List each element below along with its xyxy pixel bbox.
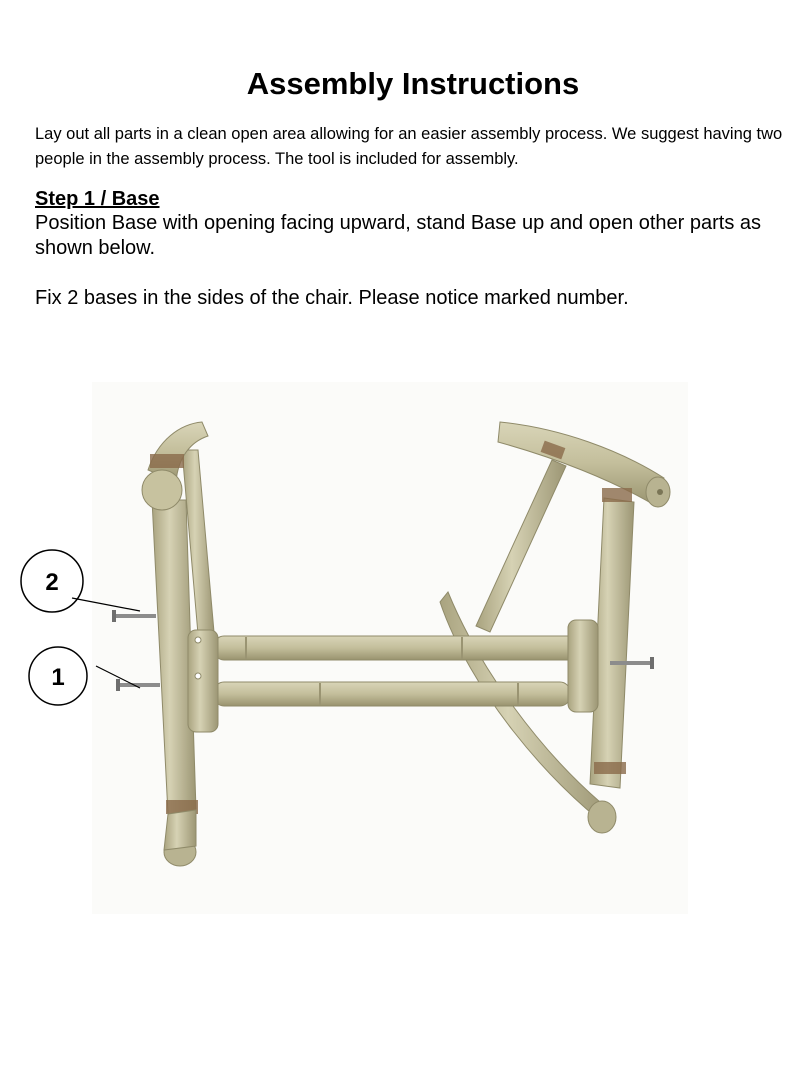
svg-text:2: 2	[45, 569, 59, 596]
left-base-connector	[188, 630, 218, 732]
step-note: Fix 2 bases in the sides of the chair. Please notice marked number.	[35, 287, 629, 309]
step-heading: Step 1 / Base	[35, 188, 160, 210]
upper-crossbar	[214, 636, 586, 660]
intro-paragraph: Lay out all parts in a clean open area allowing for an easier assembly process. We suggest having two people in the assembly process. The tool is included for assembly.	[35, 125, 783, 168]
chair-base-photo	[0, 370, 808, 930]
svg-text:1: 1	[51, 664, 65, 691]
lower-crossbar	[214, 682, 570, 706]
page-title: Assembly Instructions	[246, 66, 580, 101]
step-instructions: Position Base with opening facing upward, stand Base up and open other parts as shown below.	[35, 212, 762, 259]
right-base-connector	[568, 620, 598, 712]
